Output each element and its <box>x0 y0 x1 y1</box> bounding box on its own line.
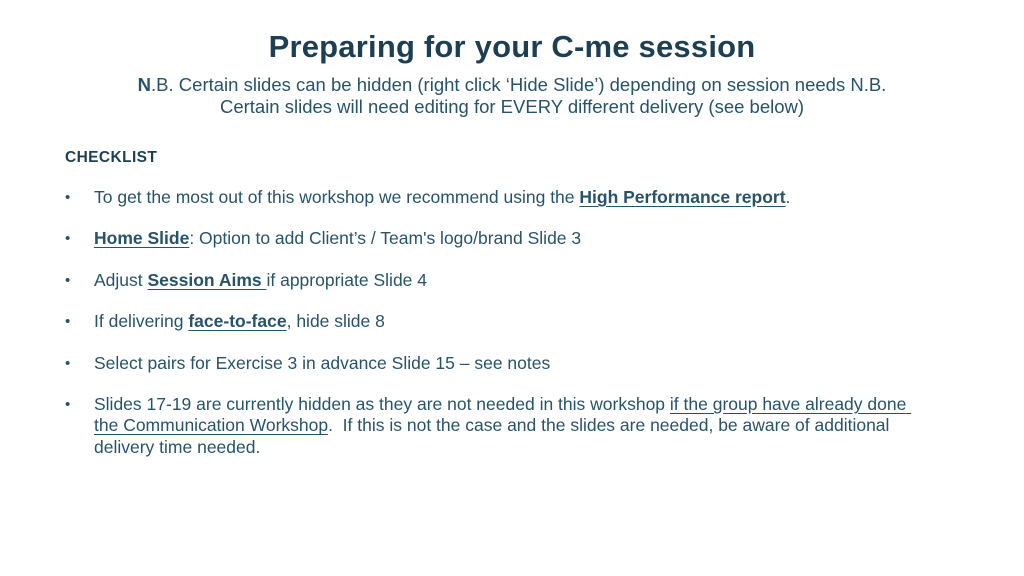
bullet-icon: • <box>65 189 71 206</box>
text-run: if the group have already done the Communication Workshop <box>94 394 912 436</box>
checklist-item-text <box>94 394 934 458</box>
checklist-item-text <box>94 311 385 332</box>
checklist-item-text <box>94 353 550 374</box>
checklist-heading: CHECKLIST <box>65 149 158 166</box>
note-line <box>0 96 1024 118</box>
checklist <box>0 187 1024 458</box>
text-run: if appropriate Slide 4 <box>266 269 428 290</box>
checklist-item <box>65 311 964 332</box>
text-run: .B. Certain slides can be hidden (right click ‘Hide Slide’) depending on session needs N.B. <box>151 74 887 95</box>
slide-note <box>0 74 1024 117</box>
text-run: , hide slide 8 <box>286 311 385 332</box>
text-run: Slides 17-19 are currently hidden as they are not needed in this workshop <box>94 394 670 415</box>
bullet-icon: • <box>65 396 71 414</box>
bullet-icon: • <box>65 230 71 248</box>
checklist-item <box>65 353 964 374</box>
text-run: Certain slides will need editing for EVERY different delivery (see below) <box>219 95 805 117</box>
text-run: To get the most out of this workshop we recommend using the <box>94 187 580 207</box>
text-run: : Option to add Client’s / Team's logo/brand Slide 3 <box>189 228 582 249</box>
text-run: . If this is not the case and the slides are needed, be aware of additional delivery time needed. <box>94 415 895 457</box>
checklist-item-text <box>94 270 427 291</box>
checklist-item-text <box>94 228 581 249</box>
text-run: face-to-face <box>188 311 287 332</box>
slide-title: Preparing for your C-me session <box>268 29 756 64</box>
bullet-icon: • <box>65 354 71 372</box>
checklist-item <box>65 228 964 249</box>
text-run: If delivering <box>94 311 189 332</box>
text-run: N <box>137 74 152 95</box>
text-run: Session Aims <box>147 269 267 290</box>
text-run: High Performance report <box>579 187 786 207</box>
note-line <box>0 74 1024 96</box>
text-run: Home Slide <box>94 228 190 249</box>
bullet-icon: • <box>65 313 71 331</box>
bullet-icon: • <box>65 271 71 289</box>
checklist-item <box>65 394 964 458</box>
text-run: Select pairs for Exercise 3 in advance Slide 15 – see notes <box>94 352 551 373</box>
checklist-item <box>65 187 964 208</box>
text-run: Adjust <box>94 269 148 290</box>
checklist-item <box>65 270 964 291</box>
checklist-item-text <box>94 187 790 208</box>
text-run: . <box>785 187 791 207</box>
